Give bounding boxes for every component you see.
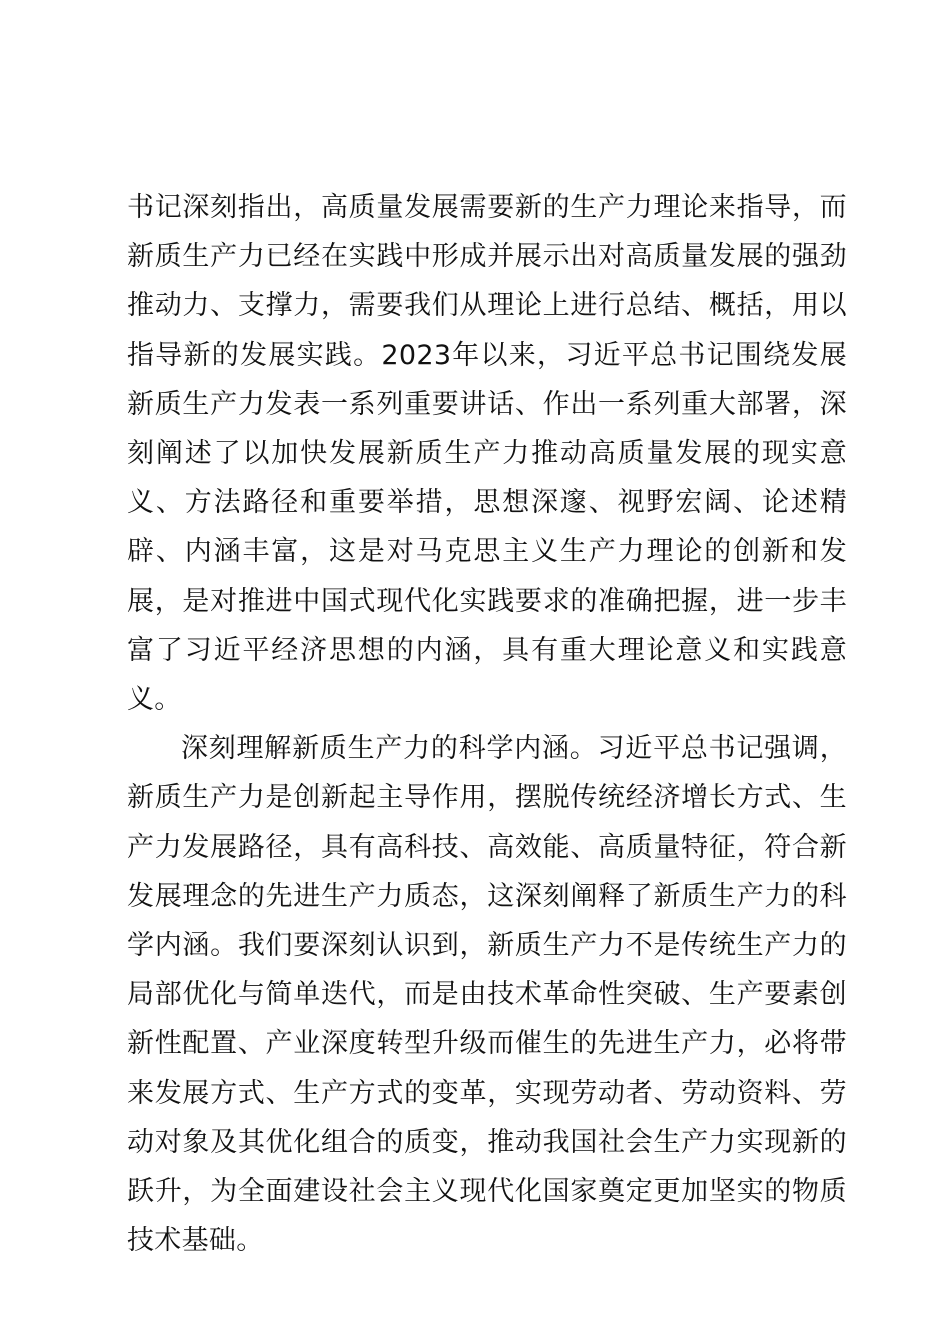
document-body	[127, 183, 847, 1265]
paragraph-continued: 书记深刻指出，高质量发展需要新的生产力理论来指导，而新质生产力已经在实践中形成并展示出对高质量发展的强劲推动力、支撑力，需要我们从理论上进行总结、概括，用以指导新的发展实践。2023年以来，习近平总书记围绕发展新质生产力发表一系列重要讲话、作出一系列重大部署，深刻阐述了以加快发展新质生产力推动高质量发展的现实意义、方法路径和重要举措，思想深邃、视野宏阔、论述精辟、内涵丰富，这是对马克思主义生产力理论的创新和发展，是对推进中国式现代化实践要求的准确把握，进一步丰富了习近平经济思想的内涵，具有重大理论意义和实践意义。	[127, 192, 847, 716]
paragraph-scientific-connotation: 深刻理解新质生产力的科学内涵。习近平总书记强调，新质生产力是创新起主导作用，摆脱传统经济增长方式、生产力发展路径，具有高科技、高效能、高质量特征，符合新发展理念的先进生产力质态，这深刻阐释了新质生产力的科学内涵。我们要深刻认识到，新质生产力不是传统生产力的局部优化与简单迭代，而是由技术革命性突破、生产要素创新性配置、产业深度转型升级而催生的先进生产力，必将带来发展方式、生产方式的变革，实现劳动者、劳动资料、劳动对象及其优化组合的质变，推动我国社会生产力实现新的跃升，为全面建设社会主义现代化国家奠定更加坚实的物质技术基础。	[127, 733, 847, 1257]
